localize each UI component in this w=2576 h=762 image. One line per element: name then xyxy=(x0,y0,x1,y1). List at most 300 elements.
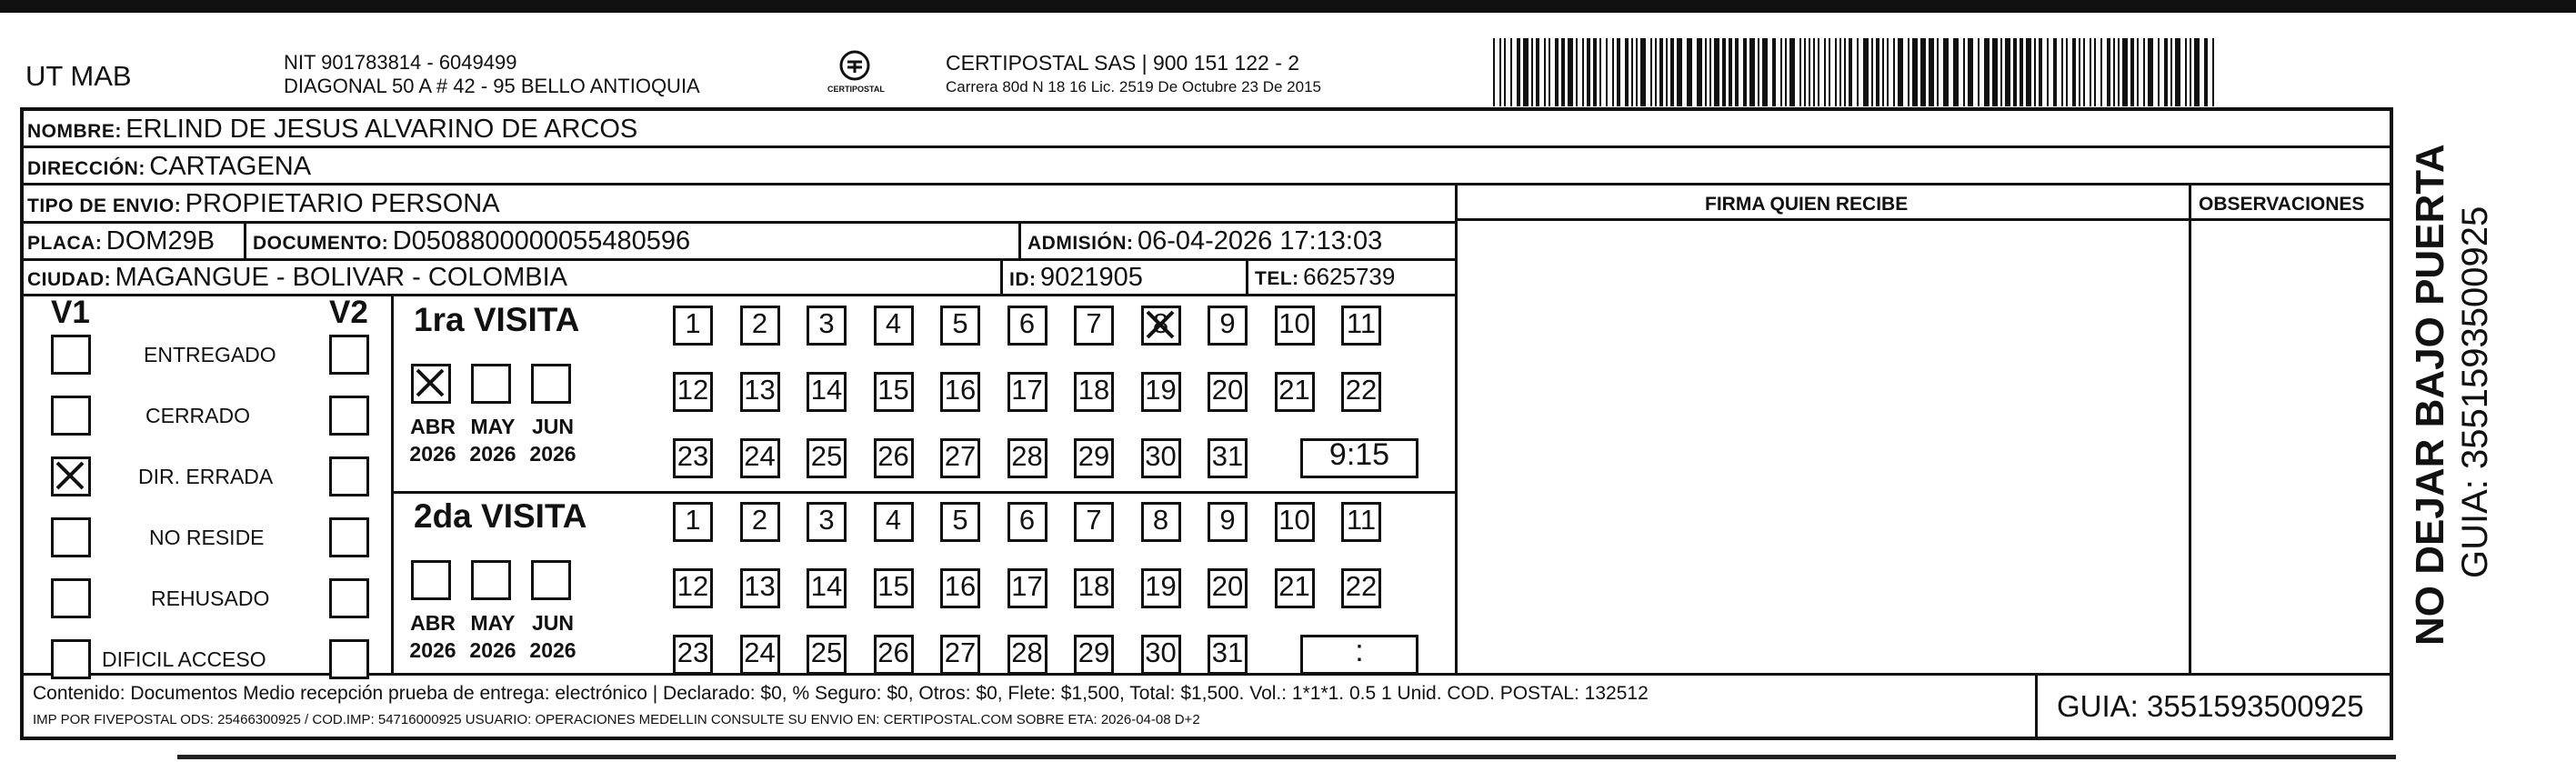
day-number: 24 xyxy=(744,440,776,472)
day-number: 29 xyxy=(1078,637,1110,668)
day-box[interactable] xyxy=(1208,568,1248,608)
month-label: MAY xyxy=(470,415,516,438)
col-line xyxy=(1246,258,1248,294)
certipostal-address: Carrera 80d N 18 16 Lic. 2519 De Octubre 23 De 2015 xyxy=(946,78,1321,95)
barcode-bar xyxy=(2107,38,2110,106)
day-number: 18 xyxy=(1078,374,1110,406)
day-box[interactable] xyxy=(1275,502,1315,542)
barcode-bar xyxy=(2164,38,2168,106)
day-box[interactable] xyxy=(1275,568,1315,608)
time-box[interactable]: 9:15 xyxy=(1300,438,1418,478)
barcode-bar xyxy=(1953,38,1959,106)
day-box[interactable] xyxy=(673,372,713,412)
barcode-bar xyxy=(1772,38,1776,106)
day-number: 3 xyxy=(818,504,835,536)
day-box[interactable] xyxy=(1208,502,1248,542)
bottom-border xyxy=(177,755,2396,759)
barcode-bar xyxy=(1943,38,1949,106)
v2-header: V2 xyxy=(329,295,368,330)
day-box[interactable] xyxy=(1007,635,1047,675)
barcode-bar xyxy=(2158,38,2160,106)
documento-label: DOCUMENTO: xyxy=(253,233,389,254)
barcode-bar xyxy=(1631,38,1633,106)
day-box[interactable] xyxy=(1208,372,1248,412)
barcode-bar xyxy=(1799,38,1801,106)
day-box[interactable] xyxy=(1341,372,1381,412)
day-box[interactable] xyxy=(1141,568,1181,608)
status-label: CERRADO xyxy=(145,404,251,427)
barcode-bar xyxy=(2143,38,2145,106)
barcode-bar xyxy=(1714,38,1719,106)
day-number: 5 xyxy=(952,504,968,536)
col-line xyxy=(1455,183,1458,673)
day-number: 28 xyxy=(1011,440,1043,472)
barcode-bar xyxy=(2094,38,2096,106)
day-number: 19 xyxy=(1145,374,1177,406)
day-number: 27 xyxy=(944,440,977,472)
v1-header: V1 xyxy=(51,295,90,330)
barcode-bar xyxy=(1536,38,1539,106)
day-box[interactable] xyxy=(1007,568,1047,608)
day-number: 21 xyxy=(1278,374,1310,406)
month-label: JUN xyxy=(531,611,574,635)
month-checkbox[interactable] xyxy=(411,364,451,404)
day-number: 9 xyxy=(1219,504,1236,536)
day-box[interactable] xyxy=(874,438,914,478)
barcode-bar xyxy=(1517,38,1520,106)
day-number: 25 xyxy=(810,637,843,668)
day-number: 13 xyxy=(744,374,776,406)
day-box[interactable] xyxy=(740,635,780,675)
placa-value: DOM29B xyxy=(105,226,216,256)
ciudad-row xyxy=(27,265,567,291)
barcode-bar xyxy=(2113,38,2115,106)
day-box[interactable] xyxy=(1141,372,1181,412)
direccion-label: DIRECCIÓN: xyxy=(27,158,145,179)
day-box[interactable] xyxy=(940,372,980,412)
v1-checkbox[interactable] xyxy=(51,578,91,618)
day-box[interactable] xyxy=(673,502,713,542)
barcode-bar xyxy=(2005,38,2010,106)
day-box[interactable] xyxy=(874,372,914,412)
year-label: 2026 xyxy=(409,638,456,662)
barcode-bar xyxy=(2212,38,2214,106)
day-number: 2 xyxy=(751,504,768,536)
barcode-bar xyxy=(2039,38,2042,106)
day-box[interactable] xyxy=(673,306,713,346)
status-label: REHUSADO xyxy=(151,587,270,610)
barcode-bar xyxy=(2026,38,2031,106)
barcode-bar xyxy=(1593,38,1597,106)
barcode-bar xyxy=(1576,38,1578,106)
barcode-bar xyxy=(1640,38,1646,106)
barcode-bar xyxy=(2053,38,2057,106)
barcode-bar xyxy=(2061,38,2063,106)
ciudad-value: MAGANGUE - BOLIVAR - COLOMBIA xyxy=(115,263,567,292)
day-number: 15 xyxy=(877,570,909,602)
v2-checkbox[interactable] xyxy=(329,335,369,375)
day-number: 26 xyxy=(877,440,909,472)
day-box[interactable] xyxy=(1341,568,1381,608)
row-line xyxy=(1455,218,2393,221)
day-number: 23 xyxy=(677,440,709,472)
day-box[interactable] xyxy=(1074,502,1114,542)
barcode-bar xyxy=(1636,38,1638,106)
month-label: ABR xyxy=(410,415,456,438)
barcode-bar xyxy=(2204,38,2208,106)
v2-checkbox[interactable] xyxy=(329,456,369,496)
day-box[interactable] xyxy=(1074,568,1114,608)
day-box[interactable] xyxy=(1007,502,1047,542)
barcode-bar xyxy=(1729,38,1732,106)
barcode-bar xyxy=(1709,38,1711,106)
day-number: 23 xyxy=(677,637,709,668)
row-line xyxy=(20,183,2393,185)
month-label: ABR xyxy=(410,611,456,635)
barcode-bar xyxy=(1612,38,1614,106)
col-line xyxy=(244,221,246,258)
day-box[interactable] xyxy=(807,635,847,675)
barcode-bar xyxy=(1835,38,1837,106)
barcode-bar xyxy=(1687,38,1692,106)
day-box[interactable] xyxy=(874,306,914,346)
day-number: 17 xyxy=(1011,570,1043,602)
barcode-bar xyxy=(2079,38,2080,106)
barcode xyxy=(1493,38,2220,106)
barcode-bar xyxy=(2194,38,2200,106)
day-box[interactable] xyxy=(1341,306,1381,346)
barcode-bar xyxy=(1504,38,1506,106)
day-number: 11 xyxy=(1346,504,1377,536)
tipo-envio-row xyxy=(27,191,500,217)
placa-row xyxy=(27,228,215,255)
day-box[interactable] xyxy=(1208,438,1248,478)
day-box[interactable] xyxy=(1074,438,1114,478)
day-box[interactable] xyxy=(1007,438,1047,478)
barcode-bar xyxy=(1876,38,1879,106)
day-number: 11 xyxy=(1346,307,1377,339)
barcode-bar xyxy=(1829,38,1830,106)
day-box[interactable] xyxy=(1141,502,1181,542)
side-guia: GUIA: 3551593500925 xyxy=(2455,206,2495,578)
barcode-bar xyxy=(1599,38,1601,106)
barcode-bar xyxy=(1809,38,1810,106)
day-number: 7 xyxy=(1086,307,1102,339)
day-number: 22 xyxy=(1345,374,1378,406)
day-number: 3 xyxy=(818,307,835,339)
day-box[interactable] xyxy=(1275,306,1315,346)
barcode-bar xyxy=(1749,38,1755,106)
day-box[interactable] xyxy=(740,438,780,478)
footer-guia: GUIA: 3551593500925 xyxy=(2057,689,2364,723)
barcode-bar xyxy=(1863,38,1869,106)
barcode-bar xyxy=(1818,38,1819,106)
day-number: 15 xyxy=(877,374,909,406)
day-box[interactable] xyxy=(740,568,780,608)
barcode-bar xyxy=(1762,38,1768,106)
visit-title: 2da VISITA xyxy=(414,497,587,535)
id-label: ID: xyxy=(1009,269,1037,290)
day-box[interactable] xyxy=(1007,306,1047,346)
barcode-bar xyxy=(1655,38,1657,106)
barcode-bar xyxy=(2170,38,2172,106)
day-number: 5 xyxy=(952,307,968,339)
day-box[interactable] xyxy=(874,568,914,608)
day-box[interactable] xyxy=(673,568,713,608)
barcode-bar xyxy=(1758,38,1759,106)
direccion-row xyxy=(27,154,311,180)
day-box[interactable] xyxy=(1074,635,1114,675)
v1-checkbox[interactable] xyxy=(51,335,91,375)
day-number: 2 xyxy=(751,307,768,339)
barcode-bar xyxy=(1920,38,1926,106)
barcode-bar xyxy=(1582,38,1584,106)
day-number: 29 xyxy=(1078,440,1110,472)
logo-text: CERTIPOSTAL xyxy=(827,85,885,94)
barcode-bar xyxy=(1898,38,1903,106)
barcode-bar xyxy=(1978,38,1980,106)
day-box[interactable] xyxy=(940,502,980,542)
barcode-bar xyxy=(1780,38,1782,106)
certipostal-logo xyxy=(826,47,884,100)
barcode-bar xyxy=(1992,38,1998,106)
barcode-bar xyxy=(1735,38,1739,106)
barcode-bar xyxy=(1804,38,1806,106)
barcode-bar xyxy=(1785,38,1787,106)
barcode-bar xyxy=(1844,38,1846,106)
status-label: ENTREGADO xyxy=(144,343,276,366)
day-number: 31 xyxy=(1211,637,1244,668)
id-row xyxy=(1009,265,1143,291)
day-number: 28 xyxy=(1011,637,1043,668)
barcode-bar xyxy=(1882,38,1884,106)
year-label: 2026 xyxy=(529,442,576,466)
day-number: 27 xyxy=(944,637,977,668)
barcode-bar xyxy=(2185,38,2187,106)
barcode-bar xyxy=(1705,38,1707,106)
barcode-bar xyxy=(2066,38,2068,106)
barcode-bar xyxy=(2118,38,2120,106)
month-checkbox[interactable] xyxy=(471,364,511,404)
day-box[interactable] xyxy=(940,568,980,608)
col-line xyxy=(2189,183,2191,673)
day-number: 30 xyxy=(1145,440,1177,472)
row-line xyxy=(20,145,2393,148)
day-box[interactable] xyxy=(940,635,980,675)
barcode-bar xyxy=(1650,38,1652,106)
day-box[interactable] xyxy=(807,306,847,346)
certipostal-name: CERTIPOSTAL SAS | 900 151 122 - 2 xyxy=(946,51,1300,75)
day-box[interactable] xyxy=(1208,635,1248,675)
day-number: 8 xyxy=(1152,307,1169,339)
day-number: 10 xyxy=(1278,504,1310,536)
row-line xyxy=(20,294,1455,296)
day-number: 30 xyxy=(1145,637,1177,668)
barcode-bar xyxy=(1499,38,1501,106)
month-checkbox[interactable] xyxy=(411,560,451,600)
company-nit: NIT 901783814 - 6049499 xyxy=(284,51,517,74)
day-number: 12 xyxy=(677,570,709,602)
day-box[interactable] xyxy=(740,372,780,412)
barcode-bar xyxy=(1544,38,1546,106)
barcode-bar xyxy=(1887,38,1889,106)
year-label: 2026 xyxy=(469,442,516,466)
day-number: 22 xyxy=(1345,570,1378,602)
day-box[interactable] xyxy=(874,635,914,675)
barcode-bar xyxy=(2034,38,2036,106)
barcode-bar xyxy=(1523,38,1529,106)
placa-label: PLACA: xyxy=(27,233,103,254)
status-label: DIFICIL ACCESO xyxy=(102,647,266,671)
col-line xyxy=(1018,221,1021,258)
day-number: 20 xyxy=(1211,374,1244,406)
month-checkbox[interactable] xyxy=(531,364,571,404)
barcode-bar xyxy=(2090,38,2091,106)
admision-label: ADMISIÓN: xyxy=(1027,233,1134,254)
documento-row xyxy=(253,228,690,255)
barcode-bar xyxy=(2175,38,2180,106)
id-value: 9021905 xyxy=(1039,263,1143,292)
barcode-bar xyxy=(2013,38,2017,106)
year-label: 2026 xyxy=(409,442,456,466)
footer-contenido: Contenido: Documentos Medio recepción prueba de entrega: electrónico | Declarado: $0, % Seguro: $0, Otros: $0, Flete: $1,500, Total: $1,500. Vol.: 1*1*1. 0.5 1 Unid. COD. POSTAL: 132512 xyxy=(33,683,1649,704)
barcode-bar xyxy=(1929,38,1934,106)
barcode-bar xyxy=(1984,38,1990,106)
barcode-bar xyxy=(1670,38,1674,106)
v1-checkbox[interactable] xyxy=(51,456,91,496)
day-number: 21 xyxy=(1278,570,1310,602)
side-warning: NO DEJAR BAJO PUERTA xyxy=(2408,144,2452,646)
month-checkbox[interactable] xyxy=(471,560,511,600)
day-box[interactable] xyxy=(1141,438,1181,478)
day-box[interactable] xyxy=(673,635,713,675)
day-box[interactable] xyxy=(1007,372,1047,412)
day-number: 14 xyxy=(810,570,843,602)
visit-title: 1ra VISITA xyxy=(414,301,580,338)
day-number: 4 xyxy=(885,307,902,339)
day-number: 17 xyxy=(1011,374,1043,406)
day-box[interactable] xyxy=(1341,502,1381,542)
barcode-bar xyxy=(1587,38,1590,106)
month-label: MAY xyxy=(470,611,516,635)
day-box[interactable] xyxy=(807,372,847,412)
barcode-bar xyxy=(2072,38,2076,106)
day-number: 7 xyxy=(1086,504,1102,536)
v2-checkbox[interactable] xyxy=(329,639,369,679)
year-label: 2026 xyxy=(529,638,576,662)
v1-checkbox[interactable] xyxy=(51,639,91,679)
day-box[interactable] xyxy=(1141,306,1181,346)
top-border xyxy=(0,0,2576,13)
day-box[interactable] xyxy=(673,438,713,478)
barcode-bar xyxy=(1893,38,1895,106)
tel-label: TEL: xyxy=(1255,268,1299,289)
day-box[interactable] xyxy=(740,306,780,346)
v1-checkbox[interactable] xyxy=(51,517,91,557)
documento-value: D0508800000055480596 xyxy=(392,226,691,256)
barcode-bar xyxy=(1659,38,1663,106)
day-box[interactable] xyxy=(1141,635,1181,675)
barcode-bar xyxy=(1849,38,1852,106)
row-line xyxy=(391,491,1455,494)
day-box[interactable] xyxy=(807,568,847,608)
barcode-bar xyxy=(1561,38,1565,106)
barcode-bar xyxy=(1789,38,1795,106)
barcode-bar xyxy=(1912,38,1918,106)
barcode-bar xyxy=(1813,38,1815,106)
nombre-value: ERLIND DE JESUS ALVARINO DE ARCOS xyxy=(125,115,638,144)
status-label: DIR. ERRADA xyxy=(138,465,274,488)
day-number: 12 xyxy=(677,374,709,406)
day-number: 18 xyxy=(1078,570,1110,602)
day-box[interactable] xyxy=(940,438,980,478)
barcode-bar xyxy=(1968,38,1973,106)
barcode-bar xyxy=(2020,38,2023,106)
barcode-bar xyxy=(1824,38,1826,106)
v1-checkbox[interactable] xyxy=(51,396,91,436)
day-number: 14 xyxy=(810,374,843,406)
day-number: 16 xyxy=(944,374,977,406)
tel-row xyxy=(1255,265,1395,288)
day-box[interactable] xyxy=(807,502,847,542)
barcode-bar xyxy=(1743,38,1747,106)
firma-header: FIRMA QUIEN RECIBE xyxy=(1705,194,1909,215)
barcode-bar xyxy=(1839,38,1841,106)
day-box[interactable] xyxy=(1074,372,1114,412)
day-box[interactable] xyxy=(940,306,980,346)
barcode-bar xyxy=(1722,38,1726,106)
day-number: 8 xyxy=(1152,504,1169,536)
admision-row xyxy=(1027,228,1382,255)
direccion-value: CARTAGENA xyxy=(149,152,312,181)
col-line xyxy=(1000,258,1003,294)
barcode-bar xyxy=(2130,38,2134,106)
barcode-bar xyxy=(1625,38,1629,106)
day-box[interactable] xyxy=(740,502,780,542)
day-box[interactable] xyxy=(1074,306,1114,346)
day-box[interactable] xyxy=(874,502,914,542)
barcode-bar xyxy=(1617,38,1620,106)
time-box[interactable]: : xyxy=(1300,635,1418,675)
col-line xyxy=(2035,673,2038,740)
v2-checkbox[interactable] xyxy=(329,517,369,557)
barcode-bar xyxy=(1555,38,1559,106)
barcode-bar xyxy=(2122,38,2128,106)
day-number: 1 xyxy=(685,504,701,536)
barcode-bar xyxy=(1857,38,1859,106)
tipo-envio-value: PROPIETARIO PERSONA xyxy=(185,189,500,218)
barcode-bar xyxy=(2083,38,2085,106)
day-box[interactable] xyxy=(1275,372,1315,412)
day-box[interactable] xyxy=(1208,306,1248,346)
day-number: 31 xyxy=(1211,440,1244,472)
row-line xyxy=(20,221,1455,224)
tipo-envio-label: TIPO DE ENVIO: xyxy=(27,196,182,216)
day-box[interactable] xyxy=(807,438,847,478)
month-checkbox[interactable] xyxy=(531,560,571,600)
day-number: 9 xyxy=(1219,307,1236,339)
v2-checkbox[interactable] xyxy=(329,396,369,436)
day-number: 26 xyxy=(877,637,909,668)
barcode-bar xyxy=(2000,38,2002,106)
footer-imp: IMP POR FIVEPOSTAL ODS: 25466300925 / COD.IMP: 54716000925 USUARIO: OPERACIONES MEDELLIN CONSULTE SU ENVIO EN: CERTIPOSTAL.COM SOBRE ETA: 2026-04-08 D+2 xyxy=(33,712,1200,727)
month-label: JUN xyxy=(531,415,574,438)
admision-value: 06-04-2026 17:13:03 xyxy=(1137,226,1383,256)
check-x-icon xyxy=(54,459,88,494)
v2-checkbox[interactable] xyxy=(329,578,369,618)
status-label: NO RESIDE xyxy=(149,526,265,549)
day-number: 10 xyxy=(1278,307,1310,339)
